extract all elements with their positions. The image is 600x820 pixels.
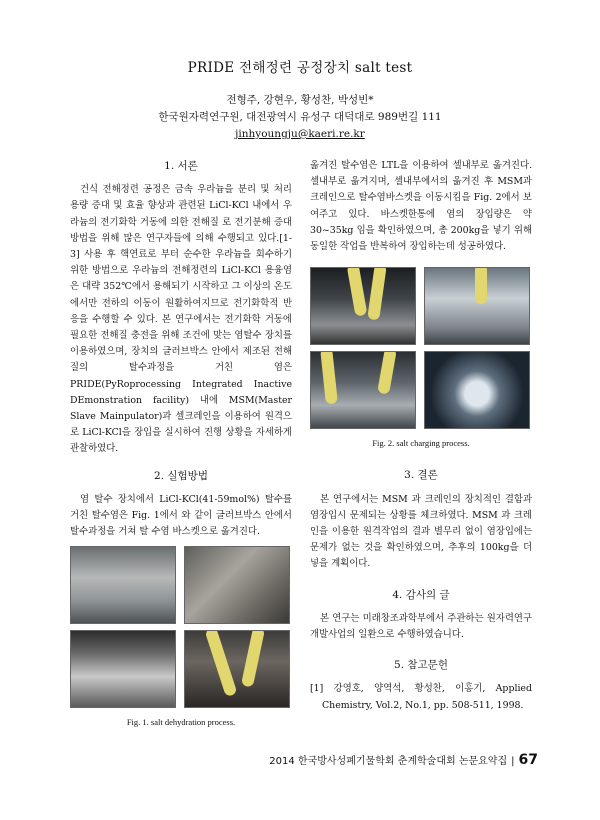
figure-2-photo-vessel bbox=[424, 351, 530, 429]
figure-2-photo-transfer bbox=[310, 351, 416, 429]
figure-1-photo-equipment bbox=[184, 546, 290, 624]
figure-1-photo-glovebox bbox=[70, 546, 176, 624]
figure-1-photo-salt-bags bbox=[70, 630, 176, 708]
method-heading: 2. 실험방법 bbox=[154, 469, 208, 482]
right-paragraph: 옮겨진 탈수염은 LTL을 이용하여 셀내부로 옮겨진다. 셀내부로 옮겨지며, 셀내부에서의 옮겨진 후 MSM과 크레인으로 탈수염바스켓을 이동시킴을 Fig. 2에서 보여주고 있다. 바스켓한통에 염의 장입량은 약 30~35kg 임을 확인하였으며, 총 200kg을 넣기 위해 동일한 작업을 반복하여 장입하는데 성공하였다. bbox=[310, 160, 532, 253]
acknowledgement-heading: 4. 감사의 글 bbox=[392, 588, 450, 601]
figure-2-photo-msm bbox=[424, 267, 530, 345]
figure-2-caption: Fig. 2. salt charging process. bbox=[372, 438, 470, 449]
figure-1-photos bbox=[70, 546, 292, 708]
method-paragraph: 염 탈수 장치에서 LiCl-KCl(41-59mol%) 탈수를 거친 탈수염은 Fig. 1에서 와 같이 글러브박스 안에서 탈수과정을 거쳐 탈 수염 바스켓으로 옮겨진다. bbox=[70, 493, 292, 538]
acknowledgement-paragraph: 본 연구는 미래창조과학부에서 주관하는 원자력연구개발사업의 일환으로 수행하였습니다. bbox=[310, 612, 532, 641]
footer-page-number: 67 bbox=[518, 752, 538, 768]
figure-2-photo-cell-crane bbox=[310, 267, 416, 345]
intro-heading: 1. 서론 bbox=[164, 160, 198, 172]
conclusion-paragraph: 본 연구에서는 MSM 과 크레인의 장치적인 결함과 염장입시 문제되는 상황를 체크하였다. MSM 과 크레인을 이용한 원격작업의 결과 별무리 없이 염장입에는 문제가 없는 것을 확인하였으며, 추후의 100kg을 더 넣을 계획이다. bbox=[310, 493, 532, 570]
figure-1-photo-basket bbox=[184, 630, 290, 708]
paper-title: PRIDE 전해정련 공정장치 salt test bbox=[187, 60, 413, 76]
footer-conference: 2014 한국방사성폐기물학회 춘계학술대회 논문요약집 bbox=[269, 756, 508, 767]
figure-1-caption: Fig. 1. salt dehydration process. bbox=[126, 717, 236, 728]
reference-item: [1] 강영호, 양역석, 황성찬, 이홍기, Applied Chemistry, Vol.2, No.1, pp. 508-511, 1998. bbox=[310, 683, 532, 711]
author-block bbox=[0, 92, 600, 143]
intro-paragraph: 건식 전해정련 공정은 금속 우라늄을 분리 및 처리 용량 증대 및 효율 향상과 관련된 LiCl-KCl 내에서 우라늄의 전기화학 거동에 의한 전해질 로 전기분해 증대방법을 위해 많은 연구자들에 의해 수행되고 있다.[1-3] 사용 후 핵연료로 부터 순수한 우라늄을 회수하기 위한 방법으로 우라늄의 전해정련의 LiCl-KCl 용융염은 대략 352℃에서 용해되기 시작하고 그 이상의 온도에서만 전하의 이동이 원활하여지므로 전기화학적 반응을 수행할 수 있다. 본 연구에서는 전기화학 거동에 필요한 전해질 충전을 위해 조건에 맞는 염탈수 장치를 이용하였으며, 장치의 글러브박스 안에서 제조된 전해질의 탈수과정을 거친 염은 PRIDE(PyRoprocessing Integrated Inactive DEmonstration facility) 내에 MSM(Master Slave Mainpulator)과 셀크레인을 이용하여 원격으로 LiCl-KCl을 장입을 실시하여 진행 상황을 자세하게 관찰하였다. bbox=[70, 184, 292, 455]
conclusion-heading: 3. 결론 bbox=[404, 469, 438, 482]
figure-2-photos bbox=[310, 267, 532, 429]
right-column bbox=[310, 158, 532, 714]
author-names: 전형주, 강현우, 황성찬, 박성빈* bbox=[226, 94, 374, 106]
author-affiliation: 한국원자력연구원, 대전광역시 유성구 대덕대로 989번길 111 bbox=[158, 111, 442, 123]
left-column bbox=[70, 158, 292, 731]
references-heading: 5. 참고문헌 bbox=[394, 659, 448, 672]
author-email: jinhyoungju@kaeri.re.kr bbox=[235, 128, 365, 140]
page-footer: 2014 한국방사성폐기물학회 춘계학술대회 논문요약집 | 67 bbox=[269, 752, 538, 768]
